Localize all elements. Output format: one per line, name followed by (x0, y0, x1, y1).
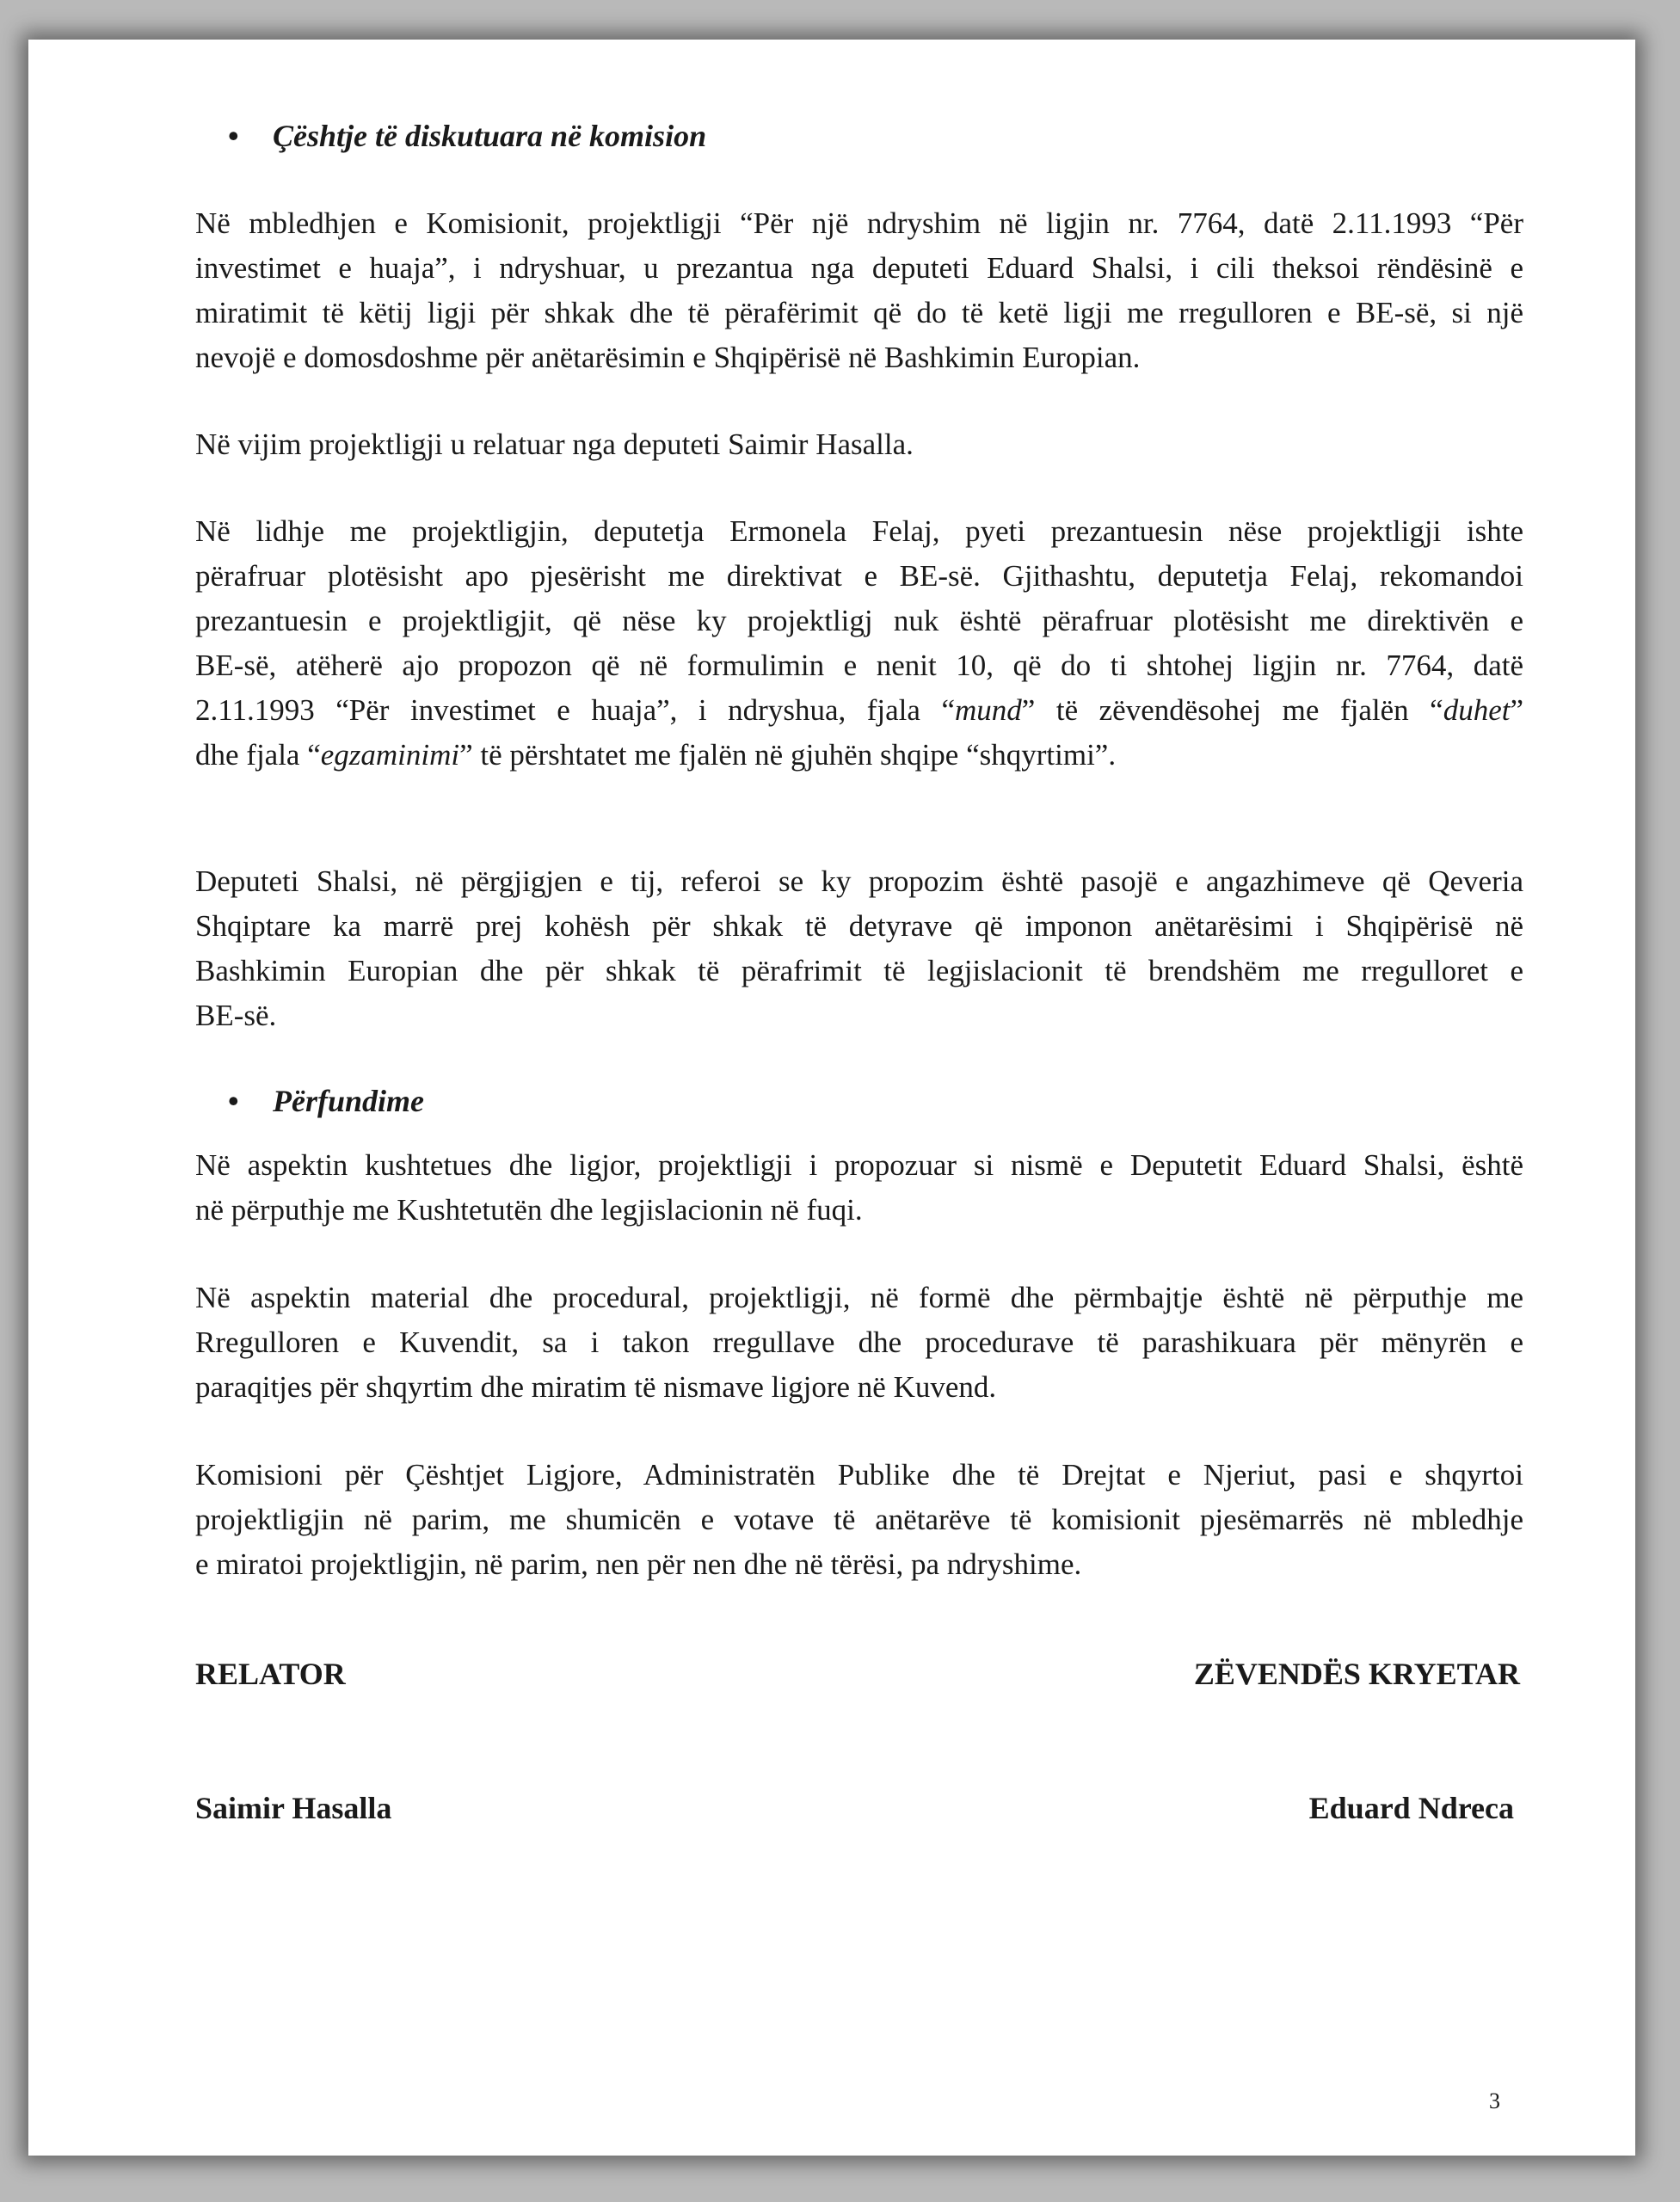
section-heading-text: Çështje të diskutuara në komision (273, 119, 707, 153)
paragraph-line: në përputhje me Kushtetutën dhe legjislacionin në fuqi. (195, 1193, 863, 1227)
text-segment: ” të zëvendësohej me fjalën “ (1021, 693, 1443, 727)
paragraph-line: nevojë e domosdoshme për anëtarësimin e Shqipërisë në Bashkimin Europian. (195, 341, 1141, 374)
text-segment: 2.11.1993 “Për investimet e huaja”, i ndryshua, fjala “ (195, 693, 955, 727)
paragraph-presentation (195, 201, 1523, 380)
paragraph-line: projektligjin në parim, me shumicën e votave të anëtarëve të komisionit pjesëmarrës në mbledhje (195, 1503, 1523, 1536)
document-page (28, 40, 1635, 2156)
page-number: 3 (1489, 2088, 1500, 2113)
relator-name: Saimir Hasalla (195, 1791, 392, 1825)
paragraph-line: BE-së, atëherë ajo propozon që në formulimin e nenit 10, që do ti shtohej ligjin nr. 7764, datë (195, 649, 1523, 682)
paragraph-line: Në vijim projektligji u relatuar nga deputeti Saimir Hasalla. (195, 427, 914, 461)
paragraph-line: Në aspektin material dhe procedural, projektligji, në formë dhe përmbajtje është në përputhje me (195, 1281, 1523, 1314)
text-segment: dhe fjala “ (195, 738, 321, 772)
paragraph-line: Në lidhje me projektligjin, deputetja Ermonela Felaj, pyeti prezantuesin nëse projektligji ishte (195, 514, 1523, 548)
paragraph-line: përafruar plotësisht apo pjesërisht me direktivat e BE-së. Gjithashtu, deputetja Felaj, rekomandoi (195, 559, 1523, 593)
paragraph-felaj-question (195, 509, 1523, 778)
text-segment: ” të përshtatet me fjalën në gjuhën shqipe “shqyrtimi”. (459, 738, 1117, 772)
section-heading-discussed-issues (228, 118, 707, 154)
paragraph-line: miratimit të këtij ligji për shkak dhe të përafërimit që do të ketë ligji me rregulloren e BE-së, si një (195, 296, 1523, 329)
paragraph-relator (195, 422, 1523, 467)
deputy-chair-title: ZËVENDËS KRYETAR (1193, 1657, 1520, 1691)
paragraph-line: e miratoi projektligjin, në parim, nen për nen dhe në tërësi, pa ndryshime. (195, 1547, 1082, 1581)
paragraph-line: Shqiptare ka marrë prej kohësh për shkak të detyrave që imponon anëtarësimi i Shqipërisë në (195, 909, 1523, 943)
paragraph-line: Deputeti Shalsi, në përgjigjen e tij, referoi se ky propozim është pasojë e angazhimeve që Qeveria (195, 864, 1523, 898)
relator-title: RELATOR (195, 1657, 346, 1691)
section-heading-conclusions (228, 1083, 424, 1119)
text-segment: ” (1510, 693, 1523, 727)
paragraph-line: Në aspektin kushtetues dhe ligjor, projektligji i propozuar si nismë e Deputetit Eduard Shalsi, është (195, 1148, 1523, 1182)
paragraph-shalsi-response (195, 859, 1523, 1038)
paragraph-constitutional-aspect (195, 1143, 1523, 1233)
bullet-icon: • (228, 119, 239, 153)
paragraph-line: Në mbledhjen e Komisionit, projektligji “Për një ndryshim në ligjin nr. 7764, datë 2.11.1993 “Për (195, 206, 1523, 240)
paragraph-line (195, 733, 1523, 778)
section-heading-text: Përfundime (273, 1084, 424, 1118)
paragraph-line: BE-së. (195, 999, 277, 1032)
paragraph-line: Bashkimin Europian dhe për shkak të përafrimit të legjislacionit të brendshëm me rregulloret e (195, 954, 1523, 987)
paragraph-material-aspect (195, 1276, 1523, 1410)
paragraph-line: Komisioni për Çështjet Ligjore, Administratën Publike dhe të Drejtat e Njeriut, pasi e shqyrtoi (195, 1458, 1523, 1492)
italic-term-duhet: duhet (1443, 693, 1511, 727)
deputy-chair-name: Eduard Ndreca (1308, 1791, 1514, 1825)
paragraph-commission-decision (195, 1453, 1523, 1587)
paragraph-line: Rregulloren e Kuvendit, sa i takon rregullave dhe procedurave të parashikuara për mënyrën e (195, 1326, 1523, 1359)
paragraph-line: prezantuesin e projektligjit, që nëse ky projektligj nuk është përafruar plotësisht me direktivën e (195, 604, 1523, 637)
italic-term-egzaminimi: egzaminimi (320, 738, 460, 772)
italic-term-mund: mund (955, 693, 1022, 727)
bullet-icon: • (228, 1084, 239, 1118)
paragraph-line: paraqitjes për shqyrtim dhe miratim të nismave ligjore në Kuvend. (195, 1370, 997, 1404)
paragraph-line: investimet e huaja”, i ndryshuar, u prezantua nga deputeti Eduard Shalsi, i cili theksoi rëndësinë e (195, 251, 1523, 285)
paragraph-line (195, 688, 1523, 733)
